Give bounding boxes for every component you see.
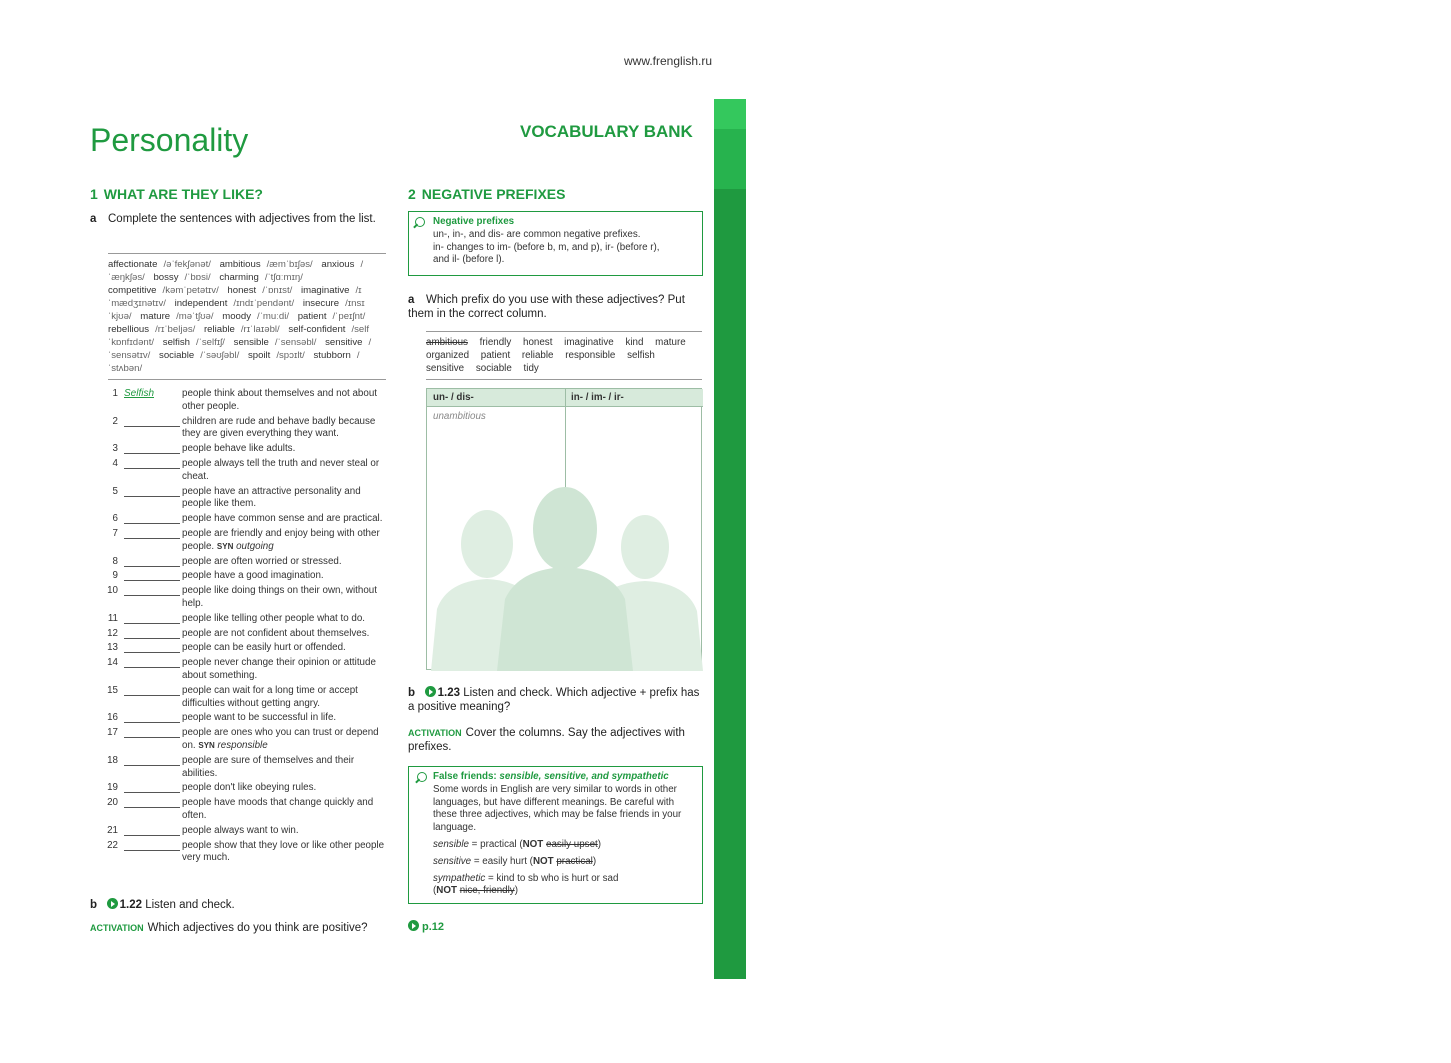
sentence-number: 21: [107, 824, 118, 836]
sentence-text: people always tell the truth and never steal or cheat.: [182, 457, 380, 482]
sentence-number: 10: [107, 585, 118, 597]
phonetic-transcription: /ɪˈmædʒɪnətɪv/: [108, 285, 362, 309]
sentence-text: people like telling other people what to do.: [182, 612, 366, 624]
phonetic-transcription: /məˈtʃʊə/: [176, 311, 214, 322]
box-title: Negative prefixes: [433, 216, 515, 227]
def-false: nice, friendly: [459, 885, 515, 897]
sentence-row: [104, 628, 390, 641]
def-close: ): [514, 885, 518, 897]
sentence-text: people want to be successful in life.: [182, 712, 337, 724]
false-friends-body: Some words in English are very similar to words in other languages, but have different meanings. Be careful with these three adjectives, which may be false friends in your language.: [433, 783, 682, 834]
sentence-row: [104, 755, 390, 781]
sentence-number: 12: [107, 627, 118, 639]
sentence-text: people have a good imagination.: [182, 570, 324, 582]
word-list-item: honest: [227, 285, 257, 296]
word-list-item: affectionate: [108, 259, 158, 270]
word-list-item: sensible: [233, 337, 269, 348]
sentence-number: 20: [107, 797, 118, 809]
sentence-row: [104, 443, 390, 456]
sentence-text: people are ones who you can trust or depend on.: [182, 727, 379, 751]
sentence-number: 7: [112, 527, 118, 539]
word-list-item: insecure: [302, 298, 340, 309]
answer-blank[interactable]: [124, 685, 180, 696]
word-list-item: rebellious: [108, 324, 150, 335]
adjective-item: friendly: [479, 337, 512, 348]
phonetic-transcription: /ˈsensətɪv/: [108, 337, 372, 361]
magnifier-icon: [417, 772, 427, 782]
exercise-letter: b: [408, 687, 416, 699]
section-1-heading: [90, 186, 263, 202]
negative-prefixes-box: [408, 211, 703, 276]
answer-blank[interactable]: [124, 727, 180, 738]
site-url: www.frenglish.ru: [624, 54, 713, 68]
word-list-item: patient: [297, 311, 327, 322]
sentence-number: 13: [107, 642, 118, 654]
adjective-item: sensitive: [426, 363, 465, 374]
sentence-text-wrap: [182, 840, 390, 866]
sentence-text: people can wait for a long time or accept difficulties without getting angry.: [182, 684, 358, 709]
sentence-row: [104, 416, 390, 442]
phonetic-transcription: /ˈsəʊʃəbl/: [200, 350, 240, 361]
arrow-icon: [408, 920, 419, 931]
box-line: un-, in-, and dis- are common negative prefixes.: [433, 228, 641, 240]
sentence-text: people are often worried or stressed.: [182, 555, 342, 567]
sentence-text: people show that they love or like other people very much.: [182, 839, 385, 864]
section-number: 2: [408, 186, 416, 202]
false-friends-box: [408, 766, 703, 904]
adjective-item: patient: [480, 350, 511, 361]
adjective-item: honest: [523, 337, 553, 348]
sentence-number: 11: [107, 612, 118, 624]
sentence-text: people behave like adults.: [182, 443, 296, 455]
answer-blank[interactable]: [124, 528, 180, 539]
sentence-number: 1: [112, 388, 118, 399]
sentence-text: people are friendly and enjoy being with other people.: [182, 527, 380, 552]
def-not: NOT: [436, 885, 457, 897]
table-example-answer: unambitious: [433, 411, 486, 422]
phonetic-transcription: /rɪˈlaɪəbl/: [240, 324, 280, 335]
sentence-text-wrap: [182, 825, 390, 838]
answer-blank[interactable]: [124, 486, 180, 497]
sentence-number: 18: [107, 754, 118, 766]
sentence-row: [104, 825, 390, 838]
sentence-text-wrap: [182, 556, 390, 569]
answer-blank[interactable]: [124, 613, 180, 624]
phonetic-transcription: /ˈsensəbl/: [274, 337, 317, 348]
sentence-row: [104, 642, 390, 655]
section-title: NEGATIVE PREFIXES: [421, 186, 566, 202]
sentence-text: people always want to win.: [182, 824, 299, 836]
sentence-text: people have moods that change quickly and often.: [182, 797, 374, 821]
sentence-number: 15: [107, 684, 118, 696]
sentence-number: 6: [112, 513, 118, 525]
section-2b-instruction: [408, 686, 708, 714]
page-title: Personality: [90, 122, 249, 158]
sentence-text-wrap: [182, 528, 390, 554]
side-color-band: [714, 99, 1451, 1063]
def-false: easily upset: [546, 838, 598, 850]
word-list-item: sensitive: [325, 337, 363, 348]
word-list-item: selfish: [162, 337, 190, 348]
word-list-item: moody: [222, 311, 252, 322]
section-number: 1: [90, 186, 98, 202]
prefix-table: [426, 388, 702, 670]
exercise-letter: a: [408, 294, 415, 306]
sentence-number: 2: [112, 415, 118, 427]
answer-blank[interactable]: [124, 712, 180, 723]
sentence-row: [104, 585, 390, 611]
sentence-text: children are rude and behave badly because they are given everything they want.: [182, 415, 376, 440]
sentence-text: people don't like obeying rules.: [182, 782, 317, 794]
sentence-row: [104, 657, 390, 683]
phonetic-transcription: /ˈpeɪʃnt/: [332, 311, 366, 322]
sentence-text-wrap: [182, 657, 390, 683]
adjective-item: tidy: [523, 363, 539, 374]
sentence-text: people are not confident about themselves.: [182, 627, 370, 639]
audio-track: 1.23: [437, 687, 461, 699]
definition-sensible: [433, 839, 694, 852]
column-header-in-im-ir: in- / im- / ir-: [571, 392, 624, 403]
title-prefix: False friends:: [433, 771, 500, 782]
phonetic-transcription: /æmˈbɪʃəs/: [266, 259, 313, 270]
answer-blank[interactable]: [124, 556, 180, 567]
sentence-number: 14: [107, 657, 118, 669]
answer-blank[interactable]: [124, 797, 180, 808]
sentence-text-wrap: [182, 712, 390, 725]
sentence-number: 9: [112, 570, 118, 582]
sentence-row: [104, 727, 390, 753]
activation-1: [90, 922, 368, 934]
def-false: practical: [556, 855, 593, 867]
instruction-text: Listen and check. Which adjective + prefix has a positive meaning?: [408, 687, 700, 713]
instruction-text: Complete the sentences with adjectives from the list.: [108, 213, 376, 225]
word-list-item: mature: [140, 311, 171, 322]
answer-blank[interactable]: [124, 628, 180, 639]
phonetic-transcription: /self ˈkɒnfɪdənt/: [108, 324, 370, 348]
def-word: sympathetic: [433, 872, 486, 884]
magnifier-icon: [415, 217, 425, 227]
def-word: sensible: [433, 838, 469, 850]
section-title: WHAT ARE THEY LIKE?: [103, 186, 263, 202]
answer-blank[interactable]: [124, 443, 180, 454]
def-word: sensitive: [433, 855, 472, 867]
sentence-row: [104, 782, 390, 795]
adjective-item: selfish: [627, 350, 655, 361]
people-silhouette-illustration: [427, 499, 703, 671]
answer-blank[interactable]: Selfish: [124, 388, 155, 399]
sentence-text-wrap: [182, 797, 390, 823]
def-open: (: [433, 885, 437, 897]
activation-label: ACTIVATION: [408, 728, 462, 738]
def-meaning: = easily hurt (: [471, 855, 533, 867]
word-list-item: anxious: [321, 259, 355, 270]
band-stripe-light: [714, 99, 746, 129]
vocabulary-bank-title: VOCABULARY BANK: [520, 122, 693, 141]
word-list-item: self-confident: [288, 324, 346, 335]
activation-text: Which adjectives do you think are positive?: [147, 922, 368, 934]
adjective-item: sociable: [475, 363, 512, 374]
sentence-number: 17: [107, 727, 118, 739]
sentence-text-wrap: [182, 570, 390, 583]
def-close: ): [592, 855, 597, 867]
definition-sympathetic: [433, 873, 694, 899]
box-line: and il- (before l).: [433, 254, 505, 266]
sentence-text-wrap: [182, 782, 390, 795]
sentence-text-wrap: [182, 613, 390, 626]
instruction-text: Listen and check.: [145, 899, 235, 911]
def-meaning: = practical (: [468, 838, 523, 850]
definition-sensitive: [433, 856, 694, 869]
word-list-item: charming: [219, 272, 259, 283]
word-list-item: bossy: [153, 272, 179, 283]
phonetic-transcription: /ˈɒnɪst/: [262, 285, 293, 296]
phonetic-transcription: /ˈtʃɑːmɪŋ/: [264, 272, 303, 283]
sentence-number: 8: [112, 555, 118, 567]
exercise-letter: b: [90, 899, 98, 911]
sentence-text-wrap: [182, 585, 390, 611]
word-list-item: spoilt: [247, 350, 271, 361]
phonetic-transcription: /kəmˈpetətɪv/: [162, 285, 219, 296]
answer-blank[interactable]: [124, 840, 180, 851]
sentence-text-wrap: [182, 416, 390, 442]
def-not: NOT: [532, 855, 554, 867]
answer-blank[interactable]: [124, 585, 180, 596]
sentence-row: [104, 556, 390, 569]
sentence-text: people are sure of themselves and their abilities.: [182, 754, 355, 779]
answer-blank[interactable]: [124, 825, 180, 836]
answer-blank[interactable]: [124, 642, 180, 653]
sentence-row: [104, 388, 390, 414]
phonetic-transcription: /ˈmuːdi/: [257, 311, 290, 322]
adjective-item: kind: [625, 337, 644, 348]
sentence-row: [104, 613, 390, 626]
synonym-label: SYN: [216, 541, 234, 551]
phonetic-transcription: /ɪnsɪˈkjʊə/: [108, 298, 365, 322]
sentence-text-wrap: [182, 727, 390, 753]
sentence-text: people have common sense and are practical.: [182, 513, 383, 525]
title-words: sensible, sensitive, and sympathetic: [499, 771, 669, 782]
answer-blank[interactable]: [124, 416, 180, 427]
sentence-row: [104, 570, 390, 583]
sentence-number: 3: [112, 443, 118, 455]
sentence-text-wrap: [182, 628, 390, 641]
answer-blank[interactable]: [124, 657, 180, 668]
activation-2: [408, 726, 708, 754]
page-reference-text: p.12: [422, 921, 445, 933]
answer-blank[interactable]: [124, 513, 180, 524]
answer-blank[interactable]: [124, 570, 180, 581]
def-close: ): [597, 838, 602, 850]
adjective-word-list: [108, 253, 386, 380]
phonetic-transcription: /əˈfekʃənət/: [163, 259, 211, 270]
sentence-row: [104, 528, 390, 554]
activation-label: ACTIVATION: [90, 923, 144, 933]
column-header-un-dis: un- / dis-: [433, 392, 474, 403]
word-list-item: competitive: [108, 285, 157, 296]
sentence-text-wrap: [182, 642, 390, 655]
sentence-number: 16: [107, 712, 118, 724]
adjective-item: organized: [426, 350, 470, 361]
sentence-text: people think about themselves and not about other people.: [182, 388, 377, 412]
def-meaning: = kind to sb who is hurt or sad: [485, 872, 619, 884]
phonetic-transcription: /ˈselfɪʃ/: [195, 337, 225, 348]
answer-blank[interactable]: [124, 458, 180, 469]
sentence-text-wrap: [182, 513, 390, 526]
instruction-text: Which prefix do you use with these adjectives? Put them in the correct column.: [408, 294, 685, 320]
sentence-text: people have an attractive personality and people like them.: [182, 485, 361, 510]
sentence-number: 4: [112, 457, 118, 469]
sentence-row: [104, 840, 390, 866]
adjective-item: reliable: [521, 350, 554, 361]
word-list-item: imaginative: [300, 285, 350, 296]
def-not: NOT: [522, 838, 544, 850]
phonetic-transcription: /spɔɪlt/: [276, 350, 305, 361]
page-number: 153: [1433, 1051, 1451, 1063]
section-1a-instruction: [90, 212, 386, 226]
sentence-text-wrap: [182, 458, 390, 484]
sentence-row: [104, 513, 390, 526]
sentence-text: people can be easily hurt or offended.: [182, 642, 346, 654]
audio-track: 1.22: [119, 899, 143, 911]
exercise-letter: a: [90, 213, 97, 225]
answer-blank[interactable]: [124, 755, 180, 766]
section-1b-instruction: [90, 898, 235, 911]
phonetic-transcription: /rɪˈbeljəs/: [155, 324, 196, 335]
sentence-list: [104, 388, 390, 867]
false-friends-title: [433, 771, 694, 784]
phonetic-transcription: /ˈstʌbən/: [108, 350, 360, 374]
sentence-text-wrap: [182, 486, 390, 512]
adjective-item: ambitious: [426, 337, 468, 348]
sentence-row: [104, 458, 390, 484]
word-list-item: stubborn: [313, 350, 351, 361]
sentence-text-wrap: [182, 443, 390, 456]
sentence-text-wrap: [182, 755, 390, 781]
adjective-item: imaginative: [564, 337, 614, 348]
word-list-item: ambitious: [219, 259, 261, 270]
section-2a-instruction: [408, 293, 704, 321]
sentence-row: [104, 712, 390, 725]
section-2-heading: [408, 186, 565, 202]
sentence-text-wrap: [182, 685, 390, 711]
activation-text: Cover the columns. Say the adjectives with prefixes.: [408, 727, 685, 753]
prefix-adjective-list: [426, 331, 702, 380]
sentence-text: people like doing things on their own, without help.: [182, 585, 377, 609]
synonym-label: SYN: [198, 740, 215, 750]
word-list-item: sociable: [159, 350, 195, 361]
sentence-row: [104, 685, 390, 711]
sentence-text-wrap: [182, 388, 390, 414]
sentence-number: 19: [107, 782, 118, 794]
adjective-item: mature: [655, 337, 686, 348]
phonetic-transcription: /ˈæŋkʃəs/: [108, 259, 364, 283]
page-reference[interactable]: [408, 920, 444, 933]
audio-play-icon[interactable]: [425, 686, 436, 697]
audio-play-icon[interactable]: [107, 898, 118, 909]
synonym-word: responsible: [217, 739, 268, 751]
synonym-word: outgoing: [236, 540, 274, 552]
sentence-text: people never change their opinion or attitude about something.: [182, 657, 376, 681]
sentence-number: 22: [107, 839, 118, 851]
answer-blank[interactable]: [124, 782, 180, 793]
box-line: in- changes to im- (before b, m, and p), ir- (before r),: [433, 241, 660, 253]
sentence-row: [104, 486, 390, 512]
sentence-number: 5: [112, 485, 118, 497]
phonetic-transcription: /ɪndɪˈpendənt/: [233, 298, 295, 309]
word-list-item: independent: [174, 298, 228, 309]
adjective-item: responsible: [565, 350, 616, 361]
word-list-item: reliable: [203, 324, 235, 335]
phonetic-transcription: /ˈbɒsi/: [184, 272, 211, 283]
sentence-row: [104, 797, 390, 823]
